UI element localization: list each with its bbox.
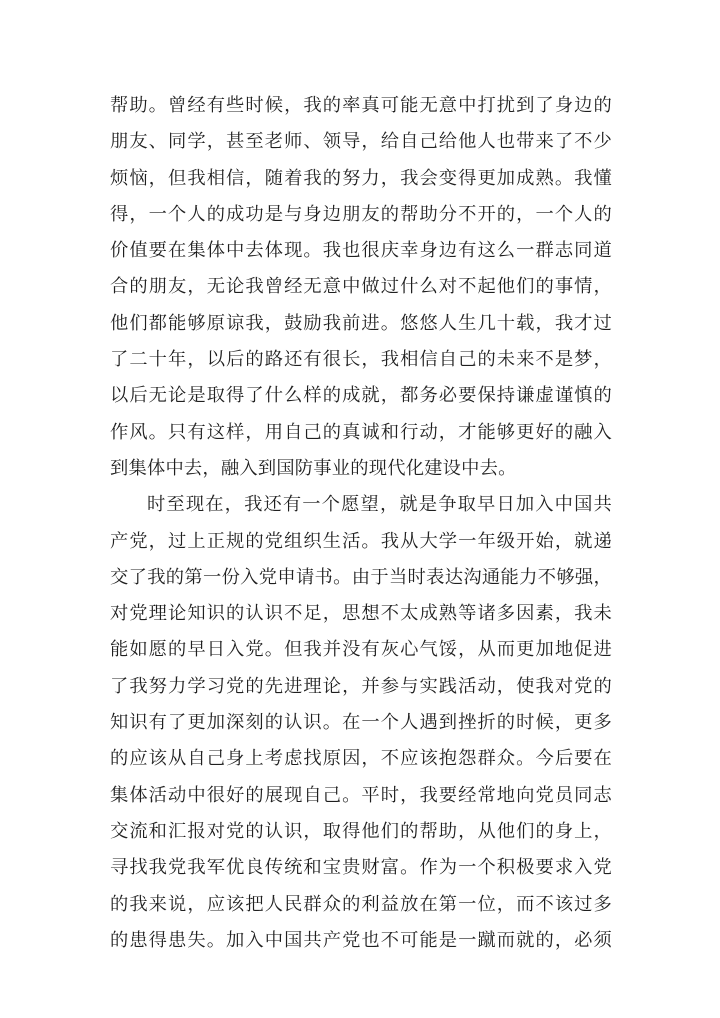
body-text — [110, 88, 612, 959]
paragraph-end-line: 到集体中去，融入到国防事业的现代化建设中去。 — [110, 457, 517, 479]
text-line: 的应该从自己身上考虑找原因，不应该抱怨群众。今后要在 — [110, 748, 612, 770]
text-line: 烦恼，但我相信，随着我的努力，我会变得更加成熟。我懂 — [110, 167, 612, 189]
text-line: 以后无论是取得了什么样的成就，都务必要保持谦虚谨慎的 — [110, 385, 612, 407]
text-line: 集体活动中很好的展现自己。平时，我要经常地向党员同志 — [110, 784, 612, 806]
text-line: 合的朋友，无论我曾经无意中做过什么对不起他们的事情， — [110, 276, 612, 298]
text-line: 朋友、同学，甚至老师、领导，给自己给他人也带来了不少 — [110, 131, 612, 153]
text-line: 了二十年，以后的路还有很长，我相信自己的未来不是梦， — [110, 349, 612, 371]
text-line: 了我努力学习党的先进理论，并参与实践活动，使我对党的 — [110, 675, 612, 697]
text-line: 的我来说，应该把人民群众的利益放在第一位，而不该过多 — [110, 893, 612, 915]
text-line: 交了我的第一份入党申请书。由于当时表达沟通能力不够强， — [110, 566, 612, 588]
paragraph-start-line: 时至现在，我还有一个愿望，就是争取早日加入中国共 — [147, 494, 612, 516]
text-line: 交流和汇报对党的认识，取得他们的帮助，从他们的身上， — [110, 820, 612, 842]
text-line: 能如愿的早日入党。但我并没有灰心气馁，从而更加地促进 — [110, 639, 612, 661]
text-line: 对党理论知识的认识不足，思想不太成熟等诸多因素，我未 — [110, 603, 612, 625]
text-line: 价值要在集体中去体现。我也很庆幸身边有这么一群志同道 — [110, 240, 612, 262]
text-line: 作风。只有这样，用自己的真诚和行动，才能够更好的融入 — [110, 421, 612, 443]
text-line: 帮助。曾经有些时候，我的率真可能无意中打扰到了身边的 — [110, 95, 612, 116]
text-line: 产党，过上正规的党组织生活。我从大学一年级开始，就递 — [110, 530, 612, 552]
text-line: 他们都能够原谅我，鼓励我前进。悠悠人生几十载，我才过 — [110, 312, 612, 334]
text-line: 得，一个人的成功是与身边朋友的帮助分不开的，一个人的 — [110, 203, 612, 225]
text-line: 知识有了更加深刻的认识。在一个人遇到挫折的时候，更多 — [110, 712, 612, 734]
text-line: 的患得患失。加入中国共产党也不可能是一蹴而就的，必须 — [110, 929, 612, 951]
text-line: 寻找我党我军优良传统和宝贵财富。作为一个积极要求入党 — [110, 857, 612, 879]
